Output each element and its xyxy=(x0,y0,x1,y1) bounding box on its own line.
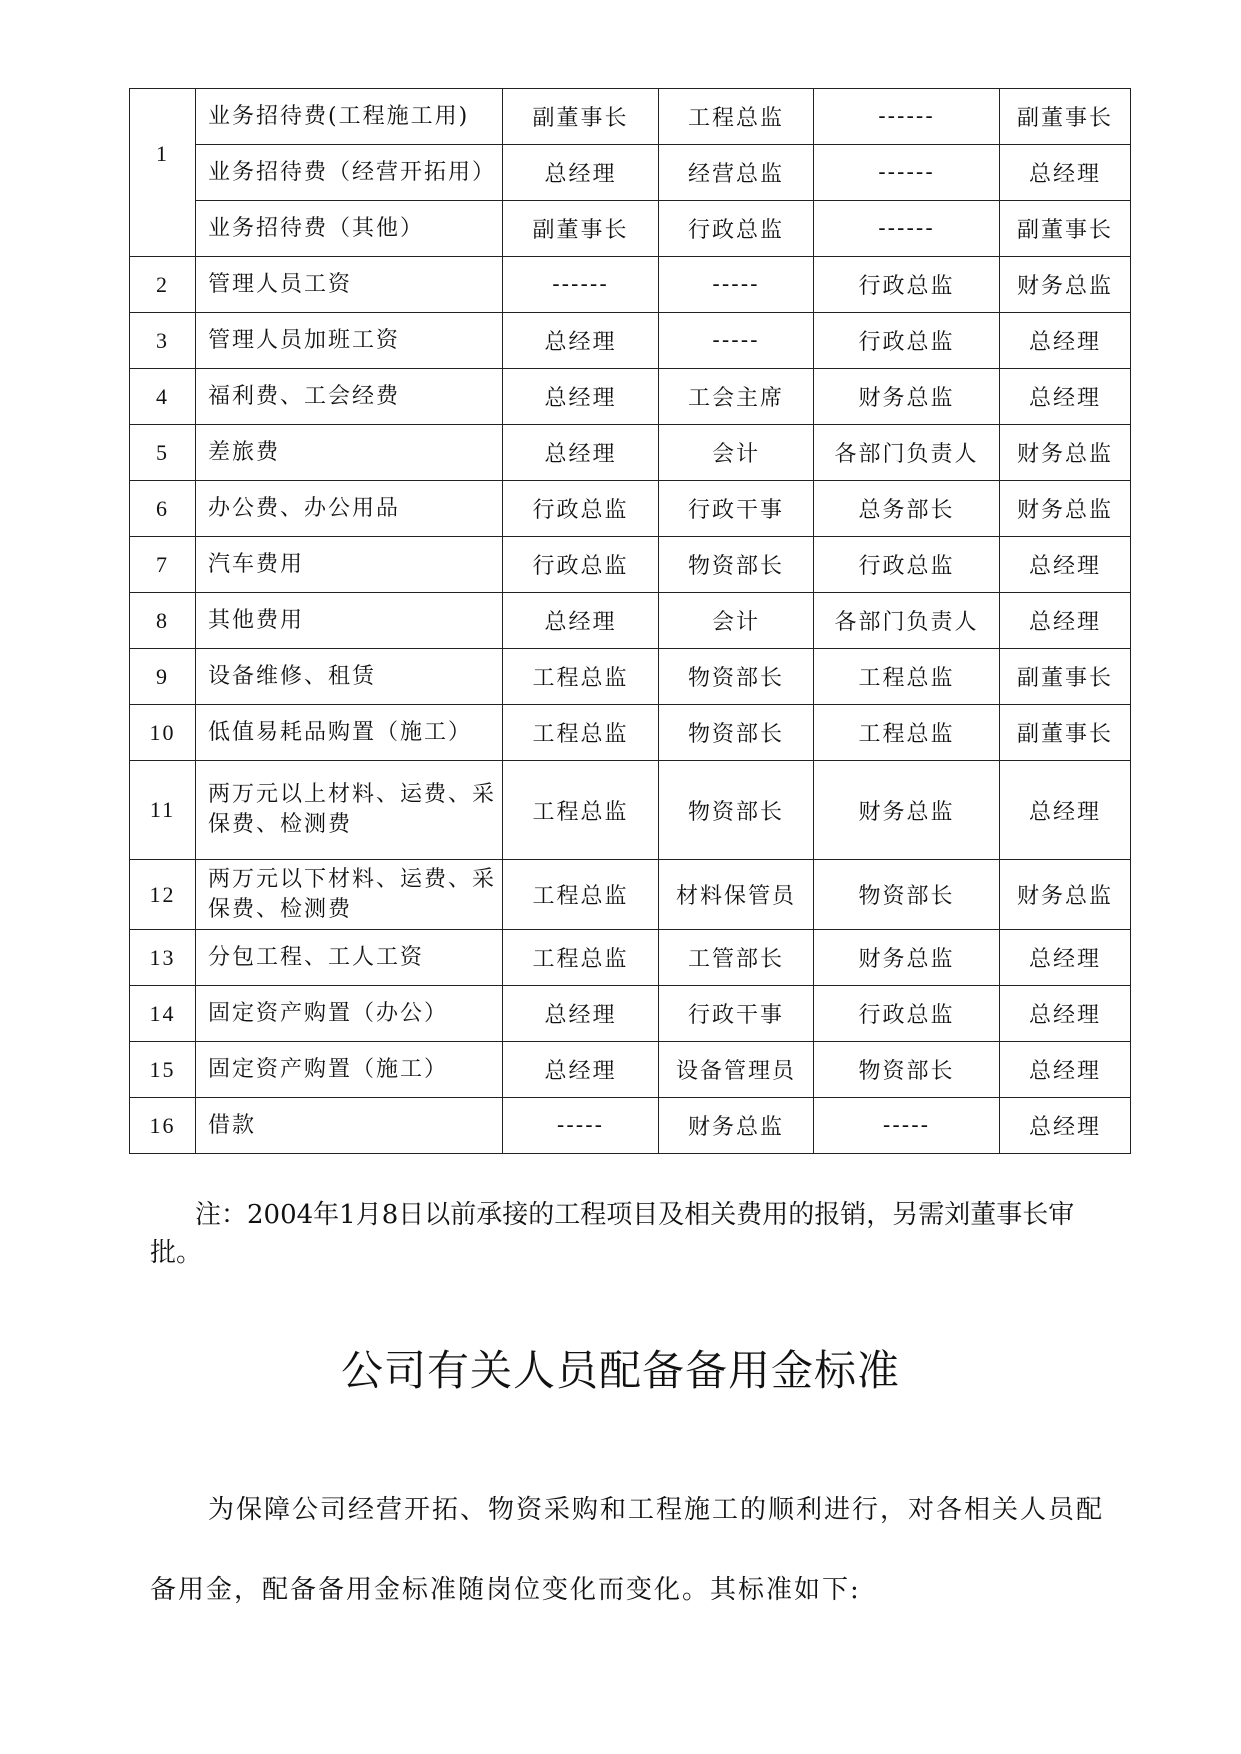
section-title: 公司有关人员配备备用金标准 xyxy=(340,1346,900,1395)
approver-cell: 材料保管员 xyxy=(659,860,814,930)
approver-cell: 行政总监 xyxy=(659,201,814,257)
expense-item: 福利费、工会经费 xyxy=(196,369,503,425)
table-row xyxy=(130,537,1131,593)
row-number: 5 xyxy=(130,425,196,481)
row-number: 4 xyxy=(130,369,196,425)
expense-item: 固定资产购置（施工） xyxy=(196,1042,503,1098)
approver-cell: 总经理 xyxy=(1000,313,1131,369)
approver-cell: ------ xyxy=(503,257,659,313)
approver-cell: 总经理 xyxy=(503,313,659,369)
table-row xyxy=(130,860,1131,930)
expense-item: 办公费、办公用品 xyxy=(196,481,503,537)
approver-cell: 财务总监 xyxy=(659,1098,814,1154)
approver-cell: 财务总监 xyxy=(814,930,1000,986)
approver-cell: 工程总监 xyxy=(503,761,659,860)
approver-cell: 总务部长 xyxy=(814,481,1000,537)
approver-cell: 经营总监 xyxy=(659,145,814,201)
approver-cell: ----- xyxy=(814,1098,1000,1154)
approver-cell: 财务总监 xyxy=(814,369,1000,425)
approver-cell: 物资部长 xyxy=(814,860,1000,930)
approver-cell: 工程总监 xyxy=(503,930,659,986)
approver-cell: 总经理 xyxy=(503,1042,659,1098)
approver-cell: 副董事长 xyxy=(1000,649,1131,705)
approver-cell: 总经理 xyxy=(503,986,659,1042)
row-number: 1 xyxy=(130,89,196,257)
approver-cell: 各部门负责人 xyxy=(814,425,1000,481)
table-row xyxy=(130,1042,1131,1098)
approver-cell: 财务总监 xyxy=(1000,425,1131,481)
approver-cell: 各部门负责人 xyxy=(814,593,1000,649)
approver-cell: 物资部长 xyxy=(659,537,814,593)
approver-cell: 副董事长 xyxy=(1000,89,1131,145)
approver-cell: 总经理 xyxy=(1000,1098,1131,1154)
table-row xyxy=(130,145,1131,201)
expense-item: 设备维修、租赁 xyxy=(196,649,503,705)
approver-cell: 财务总监 xyxy=(1000,257,1131,313)
row-number: 6 xyxy=(130,481,196,537)
table-row xyxy=(130,257,1131,313)
approver-cell: 工程总监 xyxy=(814,649,1000,705)
expense-item: 其他费用 xyxy=(196,593,503,649)
table-row xyxy=(130,705,1131,761)
approver-cell: 行政总监 xyxy=(814,537,1000,593)
approver-cell: 总经理 xyxy=(1000,145,1131,201)
expense-item: 业务招待费（其他） xyxy=(196,201,503,257)
approver-cell: 物资部长 xyxy=(659,761,814,860)
row-number: 11 xyxy=(130,761,196,860)
table-row xyxy=(130,649,1131,705)
approver-cell: 工程总监 xyxy=(659,89,814,145)
approver-cell: 行政干事 xyxy=(659,481,814,537)
approver-cell: 行政总监 xyxy=(814,986,1000,1042)
approver-cell: 工程总监 xyxy=(503,705,659,761)
expense-item: 汽车费用 xyxy=(196,537,503,593)
expense-approval-table xyxy=(129,88,1131,1154)
approver-cell: 工管部长 xyxy=(659,930,814,986)
approver-cell: 总经理 xyxy=(1000,986,1131,1042)
expense-item: 两万元以上材料、运费、采保费、检测费 xyxy=(196,761,503,860)
approver-cell: 副董事长 xyxy=(503,89,659,145)
row-number: 16 xyxy=(130,1098,196,1154)
approver-cell: 行政干事 xyxy=(659,986,814,1042)
table-row xyxy=(130,593,1131,649)
expense-item: 管理人员加班工资 xyxy=(196,313,503,369)
expense-item: 两万元以下材料、运费、采保费、检测费 xyxy=(196,860,503,930)
table-row xyxy=(130,201,1131,257)
approver-cell: 总经理 xyxy=(503,369,659,425)
expense-item: 业务招待费(工程施工用) xyxy=(196,89,503,145)
approver-cell: 财务总监 xyxy=(814,761,1000,860)
approver-cell: 总经理 xyxy=(1000,369,1131,425)
table-row xyxy=(130,930,1131,986)
approver-cell: 副董事长 xyxy=(1000,201,1131,257)
approver-cell: 总经理 xyxy=(503,593,659,649)
approver-cell: 工程总监 xyxy=(503,860,659,930)
approver-cell: 行政总监 xyxy=(503,481,659,537)
table-row xyxy=(130,1098,1131,1154)
approver-cell: 总经理 xyxy=(503,145,659,201)
approver-cell: ------ xyxy=(814,89,1000,145)
row-number: 3 xyxy=(130,313,196,369)
table-row xyxy=(130,761,1131,860)
approver-cell: 物资部长 xyxy=(814,1042,1000,1098)
approver-cell: 物资部长 xyxy=(659,649,814,705)
row-number: 2 xyxy=(130,257,196,313)
row-number: 7 xyxy=(130,537,196,593)
approver-cell: 工会主席 xyxy=(659,369,814,425)
expense-item: 业务招待费（经营开拓用） xyxy=(196,145,503,201)
approver-cell: 财务总监 xyxy=(1000,860,1131,930)
approver-cell: 会计 xyxy=(659,425,814,481)
body-paragraph: 为保障公司经营开拓、物资采购和工程施工的顺利进行，对各相关人员配备用金，配备备用金标准随岗位变化而变化。其标准如下: xyxy=(150,1495,1105,1605)
approver-cell: 行政总监 xyxy=(814,313,1000,369)
approver-cell: 总经理 xyxy=(1000,761,1131,860)
approver-cell: 副董事长 xyxy=(1000,705,1131,761)
approver-cell: 总经理 xyxy=(1000,537,1131,593)
table-note: 注：2004年1月8日以前承接的工程项目及相关费用的报销，另需刘董事长审批。 xyxy=(150,1200,1075,1268)
approver-cell: 财务总监 xyxy=(1000,481,1131,537)
table-row xyxy=(130,481,1131,537)
approver-cell: 总经理 xyxy=(1000,1042,1131,1098)
expense-item: 借款 xyxy=(196,1098,503,1154)
approver-cell: 工程总监 xyxy=(503,649,659,705)
table-row xyxy=(130,89,1131,145)
row-number: 10 xyxy=(130,705,196,761)
approver-cell: ------ xyxy=(814,145,1000,201)
approver-cell: ----- xyxy=(503,1098,659,1154)
approver-cell: 副董事长 xyxy=(503,201,659,257)
approver-cell: 物资部长 xyxy=(659,705,814,761)
approver-cell: 工程总监 xyxy=(814,705,1000,761)
approver-cell: 设备管理员 xyxy=(659,1042,814,1098)
row-number: 13 xyxy=(130,930,196,986)
approver-cell: ----- xyxy=(659,313,814,369)
row-number: 14 xyxy=(130,986,196,1042)
row-number: 9 xyxy=(130,649,196,705)
approver-cell: 会计 xyxy=(659,593,814,649)
expense-item: 差旅费 xyxy=(196,425,503,481)
expense-item: 低值易耗品购置（施工） xyxy=(196,705,503,761)
expense-item: 管理人员工资 xyxy=(196,257,503,313)
approver-cell: 行政总监 xyxy=(814,257,1000,313)
row-number: 12 xyxy=(130,860,196,930)
approver-cell: ------ xyxy=(814,201,1000,257)
approver-cell: 总经理 xyxy=(1000,593,1131,649)
expense-item: 固定资产购置（办公） xyxy=(196,986,503,1042)
table-row xyxy=(130,425,1131,481)
approver-cell: 总经理 xyxy=(503,425,659,481)
table-row xyxy=(130,369,1131,425)
row-number: 8 xyxy=(130,593,196,649)
row-number: 15 xyxy=(130,1042,196,1098)
table-row xyxy=(130,313,1131,369)
approver-cell: 行政总监 xyxy=(503,537,659,593)
approver-cell: ----- xyxy=(659,257,814,313)
table-row xyxy=(130,986,1131,1042)
approver-cell: 总经理 xyxy=(1000,930,1131,986)
expense-item: 分包工程、工人工资 xyxy=(196,930,503,986)
